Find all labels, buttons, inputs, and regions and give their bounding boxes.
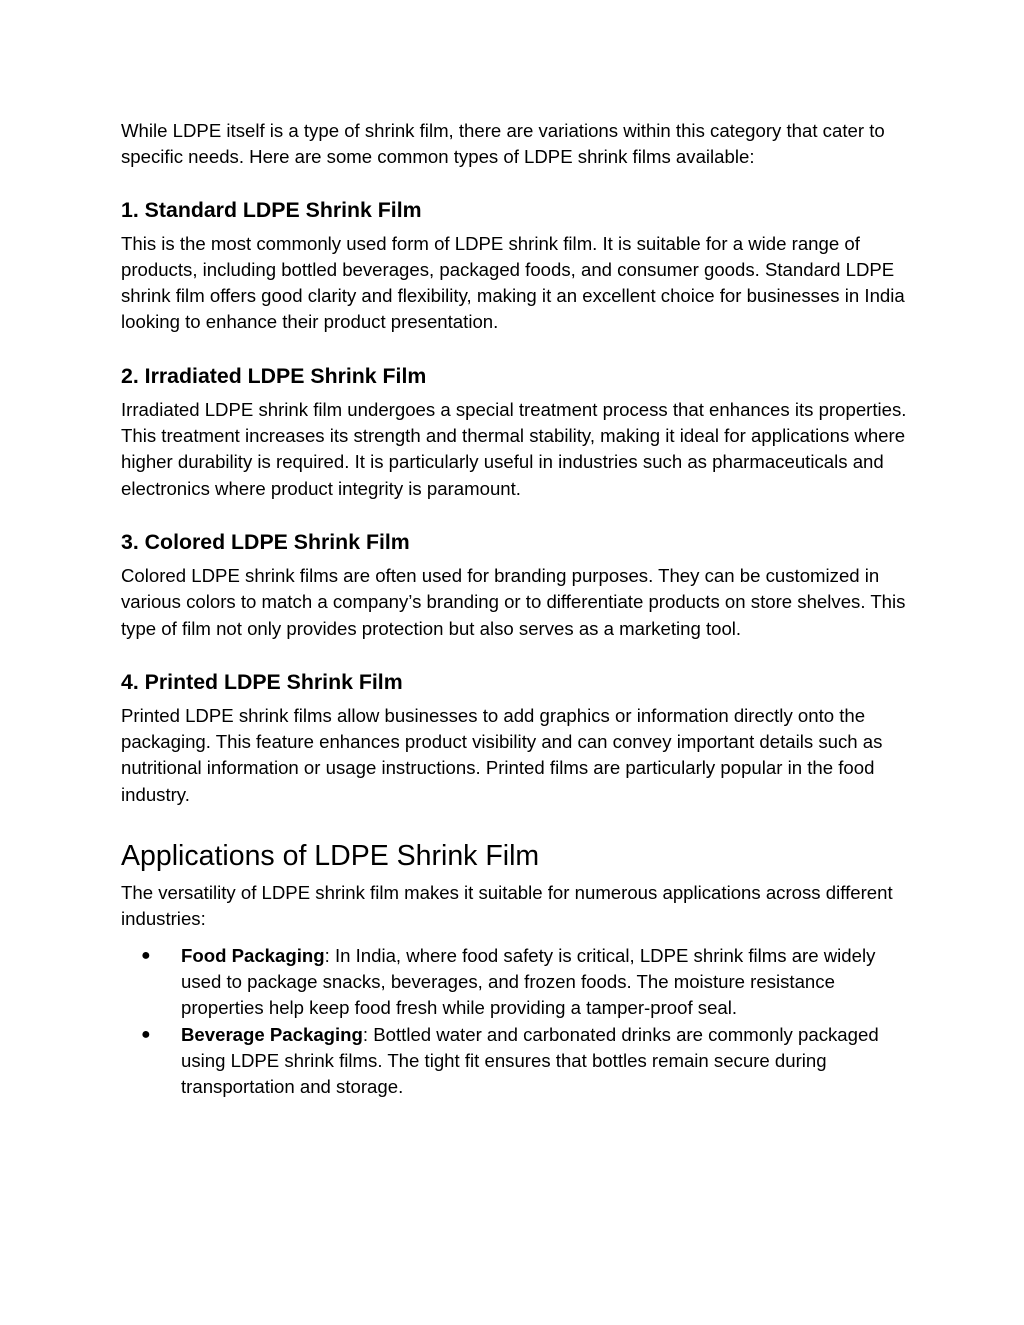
applications-heading: Applications of LDPE Shrink Film: [121, 840, 540, 873]
section-heading: 2. Irradiated LDPE Shrink Film: [121, 363, 427, 388]
section-heading: 4. Printed LDPE Shrink Film: [121, 669, 403, 694]
section-body: Irradiated LDPE shrink film undergoes a special treatment process that enhances its properties. This treatment increases its strength and thermal stability, making it ideal for applications where higher durability is required. It is particularly useful in industries such as pharmaceuticals and electronics where product integrity is paramount.: [121, 398, 907, 499]
list-item-text: : Bottled water and carbonated drinks are commonly packaged using LDPE shrink films. The tight fit ensures that bottles remain secure during transportation and storage.: [181, 1023, 879, 1098]
section-heading: 1. Standard LDPE Shrink Film: [121, 197, 422, 222]
document-page: [121, 118, 911, 1100]
bullet-icon: ●: [141, 946, 151, 964]
section-heading: 3. Colored LDPE Shrink Film: [121, 529, 410, 554]
applications-lead: The versatility of LDPE shrink film makes it suitable for numerous applications across different industries:: [121, 882, 893, 930]
section-standard: [121, 196, 911, 336]
section-colored: [121, 528, 911, 642]
list-item-term: Beverage Packaging: [181, 1023, 363, 1045]
section-printed: [121, 668, 911, 808]
list-item: [121, 1022, 911, 1101]
section-body: Colored LDPE shrink films are often used for branding purposes. They can be customized in various colors to match a company’s branding or to differentiate products on store shelves. This type of film not only provides protection but also serves as a marketing tool.: [121, 564, 906, 639]
section-body: Printed LDPE shrink films allow businesses to add graphics or information directly onto the packaging. This feature enhances product visibility and can convey important details such as nutritional information or usage instructions. Printed films are particularly popular in the food industry.: [121, 704, 883, 805]
applications-section: [121, 838, 911, 1100]
bullet-icon: ●: [141, 1025, 151, 1043]
applications-list: [121, 943, 911, 1101]
section-body: This is the most commonly used form of LDPE shrink film. It is suitable for a wide range of products, including bottled beverages, packaged foods, and consumer goods. Standard LDPE shrink film offers good clarity and flexibility, making it an excellent choice for businesses in India looking to enhance their product presentation.: [121, 232, 905, 333]
list-item: [121, 943, 911, 1022]
list-item-term: Food Packaging: [181, 944, 325, 966]
list-item-text: : In India, where food safety is critical, LDPE shrink films are widely used to package snacks, beverages, and frozen foods. The moisture resistance properties help keep food fresh while providing a tamper-proof seal.: [181, 944, 876, 1019]
section-irradiated: [121, 362, 911, 502]
intro-paragraph: While LDPE itself is a type of shrink film, there are variations within this category that cater to specific needs. Here are some common types of LDPE shrink films available:: [121, 120, 885, 168]
